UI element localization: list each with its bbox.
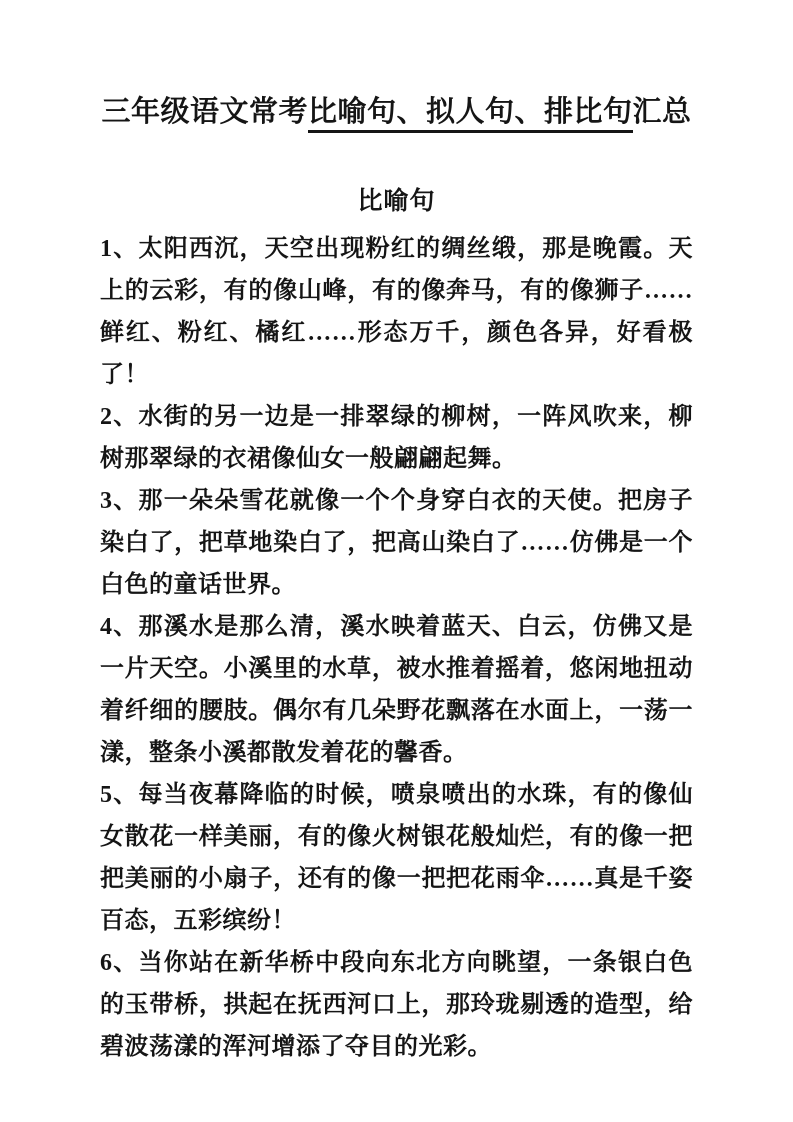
item-text: 每当夜幕降临的时候，喷泉喷出的水珠，有的像仙女散花一样美丽，有的像火树银花般灿烂，有的像一把把美丽的小扇子，还有的像一把把花雨伞……真是千姿百态，五彩缤纷！ [100,782,694,934]
item-text: 水街的另一边是一排翠绿的柳树，一阵风吹来，柳树那翠绿的衣裙像仙女一般翩翩起舞。 [100,404,694,472]
item-number: 5、 [100,782,139,808]
item-number: 1、 [100,236,139,262]
title-suffix: 汇总 [632,96,692,128]
document-title [100,92,693,132]
item-number: 2、 [100,404,139,430]
item-number: 3、 [100,488,139,514]
item-text: 那溪水是那么清，溪水映着蓝天、白云，仿佛又是一片天空。小溪里的水草，被水推着摇着，悠闲地扭动着纤细的腰肢。偶尔有几朵野花飘落在水面上，一荡一漾，整条小溪都散发着花的馨香。 [100,614,694,766]
section-heading: 比喻句 [357,188,436,215]
sentence-item-4 [100,606,693,774]
sentence-item-6 [100,942,693,1068]
title-underlined-part: 比喻句、拟人句、排比句 [308,96,633,133]
item-number: 6、 [100,950,139,976]
item-text: 那一朵朵雪花就像一个个身穿白衣的天使。把房子染白了，把草地染白了，把高山染白了……仿佛是一个白色的童话世界。 [100,488,694,598]
item-number: 4、 [100,614,139,640]
item-text: 太阳西沉，天空出现粉红的绸丝缎，那是晚霞。天上的云彩，有的像山峰，有的像奔马，有的像狮子……鲜红、粉红、橘红……形态万千，颜色各异，好看极了！ [100,236,694,388]
title-prefix: 三年级语文常考 [101,96,308,128]
item-text: 当你站在新华桥中段向东北方向眺望，一条银白色的玉带桥，拱起在抚西河口上，那玲珑剔透的造型，给碧波荡漾的浑河增添了夺目的光彩。 [100,950,694,1060]
sentence-list [100,228,693,1068]
sentence-item-3 [100,480,693,606]
sentence-item-5 [100,774,693,942]
sentence-item-2 [100,396,693,480]
sentence-item-1 [100,228,693,396]
